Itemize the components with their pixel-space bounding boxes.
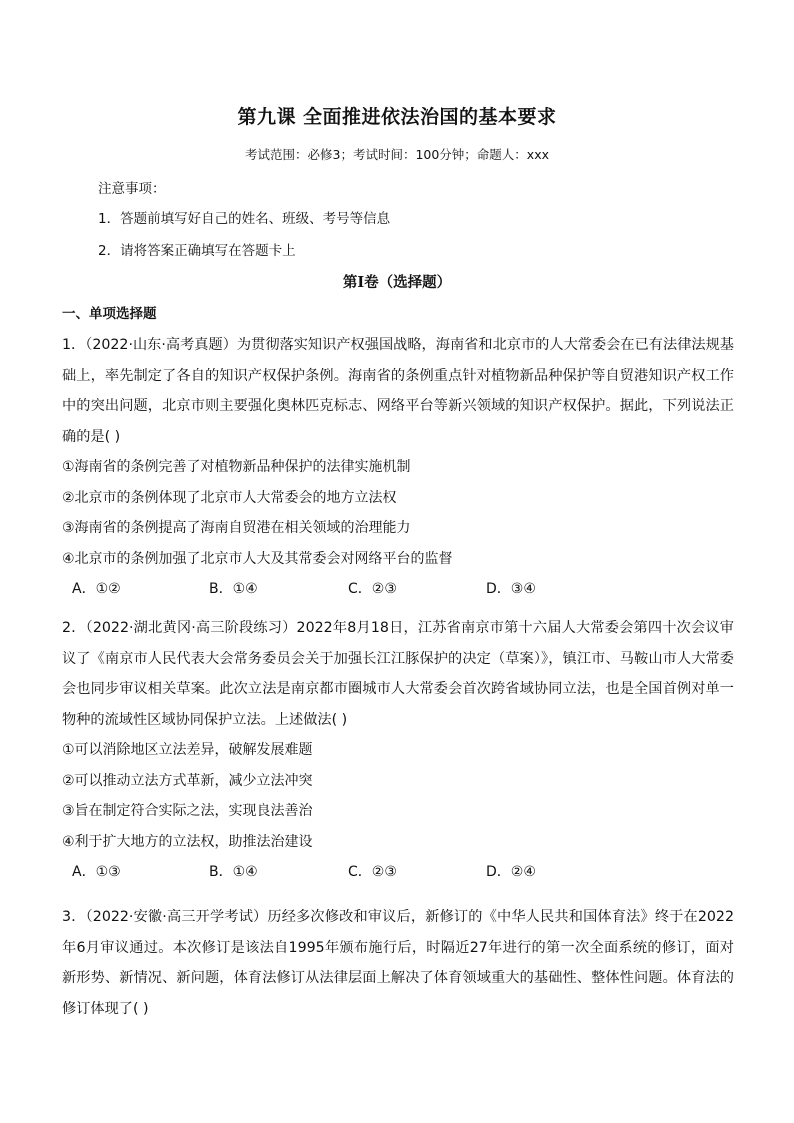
- question-stem: 2．（2022·湖北黄冈·高三阶段练习）2022年8月18日，江苏省南京市第十六届人大常委会第四十次会议审议了《南京市人民代表大会常务委员会关于加强长江江豚保护的决定（草案）》，镇江市、马鞍山市人大常委会也同步审议相关草案。此次立法是南京都市圈城市人大常委会首次跨省域协同立法，也是全国首例对单一物种的流域性区域协同保护立法。上述做法( ): [62, 620, 734, 728]
- answer-choice-c[interactable]: C．②③: [348, 581, 397, 597]
- question-option: ③海南省的条例提高了海南自贸港在相关领域的治理能力: [62, 520, 411, 536]
- page-title: 第九课 全面推进依法治国的基本要求: [237, 106, 557, 128]
- question-option: ③旨在制定符合实际之法，实现良法善治: [62, 803, 313, 819]
- answer-choice-b[interactable]: B．①④: [209, 864, 258, 880]
- note-item: 1．答题前填写好自己的姓名、班级、考号等信息: [98, 211, 391, 227]
- part-title: 一、单项选择题: [62, 306, 157, 322]
- answer-choice-d[interactable]: D．③④: [486, 581, 536, 597]
- answer-choice-c[interactable]: C．②③: [348, 864, 397, 880]
- notes-title: 注意事项：: [98, 181, 166, 197]
- answer-choice-b[interactable]: B．①④: [209, 581, 258, 597]
- question-option: ①海南省的条例完善了对植物新品种保护的法律实施机制: [62, 459, 411, 475]
- question-option: ①可以消除地区立法差异，破解发展难题: [62, 742, 313, 758]
- answer-choice-d[interactable]: D．②④: [486, 864, 536, 880]
- question-option: ②可以推动立法方式革新，减少立法冲突: [62, 772, 313, 789]
- answer-choices: [62, 574, 734, 605]
- question-option: ④利于扩大地方的立法权，助推法治建设: [62, 833, 313, 850]
- note-item: 2．请将答案正确填写在答题卡上: [98, 243, 296, 259]
- question-1: [62, 330, 734, 605]
- question-option: ④北京市的条例加强了北京市人大及其常委会对网络平台的监督: [62, 550, 453, 567]
- question-option: ②北京市的条例体现了北京市人大常委会的地方立法权: [62, 489, 397, 506]
- question-stem: 1．（2022·山东·高考真题）为贯彻落实知识产权强国战略，海南省和北京市的人大常委会在已有法律法规基础上，率先制定了各自的知识产权保护条例。海南省的条例重点针对植物新品种保护等自贸港知识产权工作中的突出问题，北京市则主要强化奥林匹克标志、网络平台等新兴领域的知识产权保护。据此，下列说法正确的是( ): [62, 337, 734, 445]
- question-stem: 3．（2022·安徽·高三开学考试）历经多次修改和审议后，新修订的《中华人民共和国体育法》终于在2022年6月审议通过。本次修订是该法自1995年颁布施行后，时隔近27年进行的第一次全面系统的修订，面对新形势、新情况、新问题，体育法修订从法律层面上解决了体育领域重大的基础性、整体性问题。体育法的修订体现了( ): [62, 909, 734, 1017]
- answer-choice-a[interactable]: A．①③: [72, 864, 121, 880]
- answer-choices: [62, 857, 734, 888]
- question-2: [62, 613, 734, 888]
- answer-choice-a[interactable]: A．①②: [72, 581, 121, 597]
- exam-info: 考试范围：必修3；考试时间：100分钟；命题人：xxx: [244, 147, 549, 162]
- section-title: 第I卷（选择题）: [342, 274, 452, 291]
- question-3: [62, 902, 734, 1024]
